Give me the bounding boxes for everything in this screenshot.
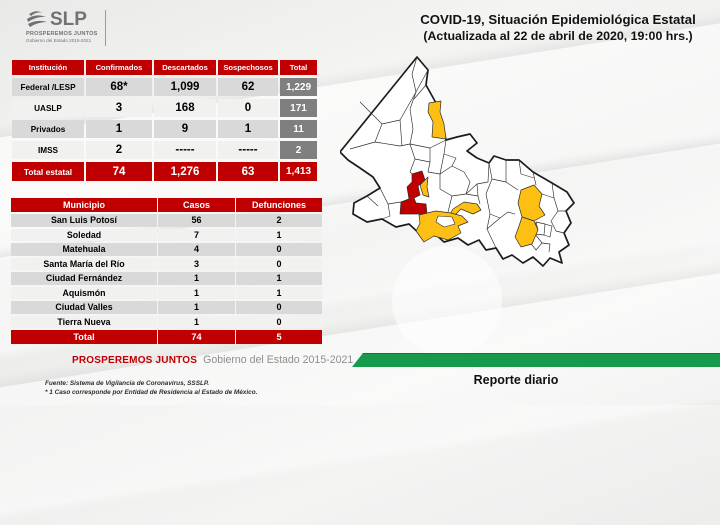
cell: 168: [154, 99, 216, 117]
table-row: [11, 214, 322, 227]
cell: 171: [280, 99, 317, 117]
cell: 0: [218, 99, 278, 117]
source-note: [45, 380, 257, 397]
table-row: [11, 287, 322, 300]
logo-divider: [105, 10, 106, 46]
table-row: [11, 316, 322, 329]
cell: 1: [86, 120, 152, 138]
cell: UASLP: [12, 99, 84, 117]
cell: 63: [218, 162, 278, 181]
cell: 1,099: [154, 78, 216, 96]
title-line-1: COVID-19, Situación Epidemiológica Estatal: [420, 12, 696, 27]
table-row: [11, 243, 322, 256]
cell: Privados: [12, 120, 84, 138]
slp-state-map: [340, 54, 580, 276]
cell: 68*: [86, 78, 152, 96]
cell: 2: [86, 141, 152, 159]
cell: 4: [158, 243, 235, 256]
col-header: Descartados: [154, 60, 216, 75]
municipality-table-header: [11, 198, 322, 212]
logo-tagline: PROSPEREMOS JUNTOS: [26, 31, 98, 37]
logo-brand-text: SLP: [50, 9, 87, 30]
col-header: Defunciones: [236, 198, 322, 212]
cell: 1: [158, 316, 235, 329]
col-header: Municipio: [11, 198, 157, 212]
footer-brand-gray: Gobierno del Estado 2015-2021: [203, 354, 354, 366]
municipality-table: [10, 196, 323, 346]
table-row: [11, 229, 322, 242]
cell: 3: [158, 258, 235, 271]
institution-table: [10, 57, 319, 184]
table-row: [12, 141, 317, 159]
footer-brand-red: PROSPEREMOS JUNTOS: [72, 355, 198, 366]
cell: 5: [236, 330, 322, 344]
green-accent-bar: [352, 353, 720, 367]
table-row: [11, 272, 322, 285]
municipality-total-row: [11, 330, 322, 344]
col-header: Total: [280, 60, 317, 75]
col-header: Casos: [158, 198, 235, 212]
cell: -----: [218, 141, 278, 159]
logo-subtitle: Gobierno del Estado 2015-2021: [26, 38, 92, 43]
cell: 1: [158, 287, 235, 300]
cell: 1: [158, 272, 235, 285]
cell: -----: [154, 141, 216, 159]
table-row: [11, 258, 322, 271]
table-row: [12, 78, 317, 96]
cell: 1,229: [280, 78, 317, 96]
cell: Santa María del Río: [11, 258, 157, 271]
cell: 1,413: [280, 162, 317, 181]
institution-table-header: [12, 60, 317, 75]
cell: 7: [158, 229, 235, 242]
cell: 9: [154, 120, 216, 138]
cell: Total estatal: [12, 162, 84, 181]
cell: 0: [236, 301, 322, 314]
cell: Aquismón: [11, 287, 157, 300]
table-row: [11, 301, 322, 314]
cell: 1: [236, 287, 322, 300]
cell: 56: [158, 214, 235, 227]
cell: 1: [158, 301, 235, 314]
cell: 2: [236, 214, 322, 227]
page-title: [408, 11, 708, 44]
cell: Ciudad Valles: [11, 301, 157, 314]
cell: 1: [218, 120, 278, 138]
title-line-2: (Actualizada al 22 de abril de 2020, 19:00 hrs.): [423, 29, 693, 43]
slp-logo: [26, 10, 106, 46]
cell: Tierra Nueva: [11, 316, 157, 329]
cell: 74: [86, 162, 152, 181]
col-header: Confirmados: [86, 60, 152, 75]
source-line-2: * 1 Caso corresponde por Entidad de Residencia al Estado de México.: [45, 388, 258, 396]
cell: 3: [86, 99, 152, 117]
cell: IMSS: [12, 141, 84, 159]
col-header: Sospechosos: [218, 60, 278, 75]
cell: 62: [218, 78, 278, 96]
source-line-1: Fuente: Sistema de Vigilancia de Coronavirus, SSSLP.: [45, 380, 210, 387]
table-row: [12, 99, 317, 117]
cell: 11: [280, 120, 317, 138]
cell: 74: [158, 330, 235, 344]
report-daily-label: Reporte diario: [473, 373, 559, 387]
cell: Soledad: [11, 229, 157, 242]
footer-brand-line: [72, 354, 353, 366]
cell: Total: [11, 330, 157, 344]
cell: Ciudad Fernández: [11, 272, 157, 285]
cell: 1: [236, 229, 322, 242]
cell: Federal /LESP: [12, 78, 84, 96]
col-header: Institución: [12, 60, 84, 75]
cell: 1: [236, 272, 322, 285]
cell: 0: [236, 316, 322, 329]
cell: San Luis Potosí: [11, 214, 157, 227]
cell: 1,276: [154, 162, 216, 181]
cell: 0: [236, 258, 322, 271]
cell: 2: [280, 141, 317, 159]
slp-swirl-icon: [26, 10, 48, 30]
cell: 0: [236, 243, 322, 256]
cell: Matehuala: [11, 243, 157, 256]
table-row: [12, 120, 317, 138]
institution-total-row: [12, 162, 317, 181]
